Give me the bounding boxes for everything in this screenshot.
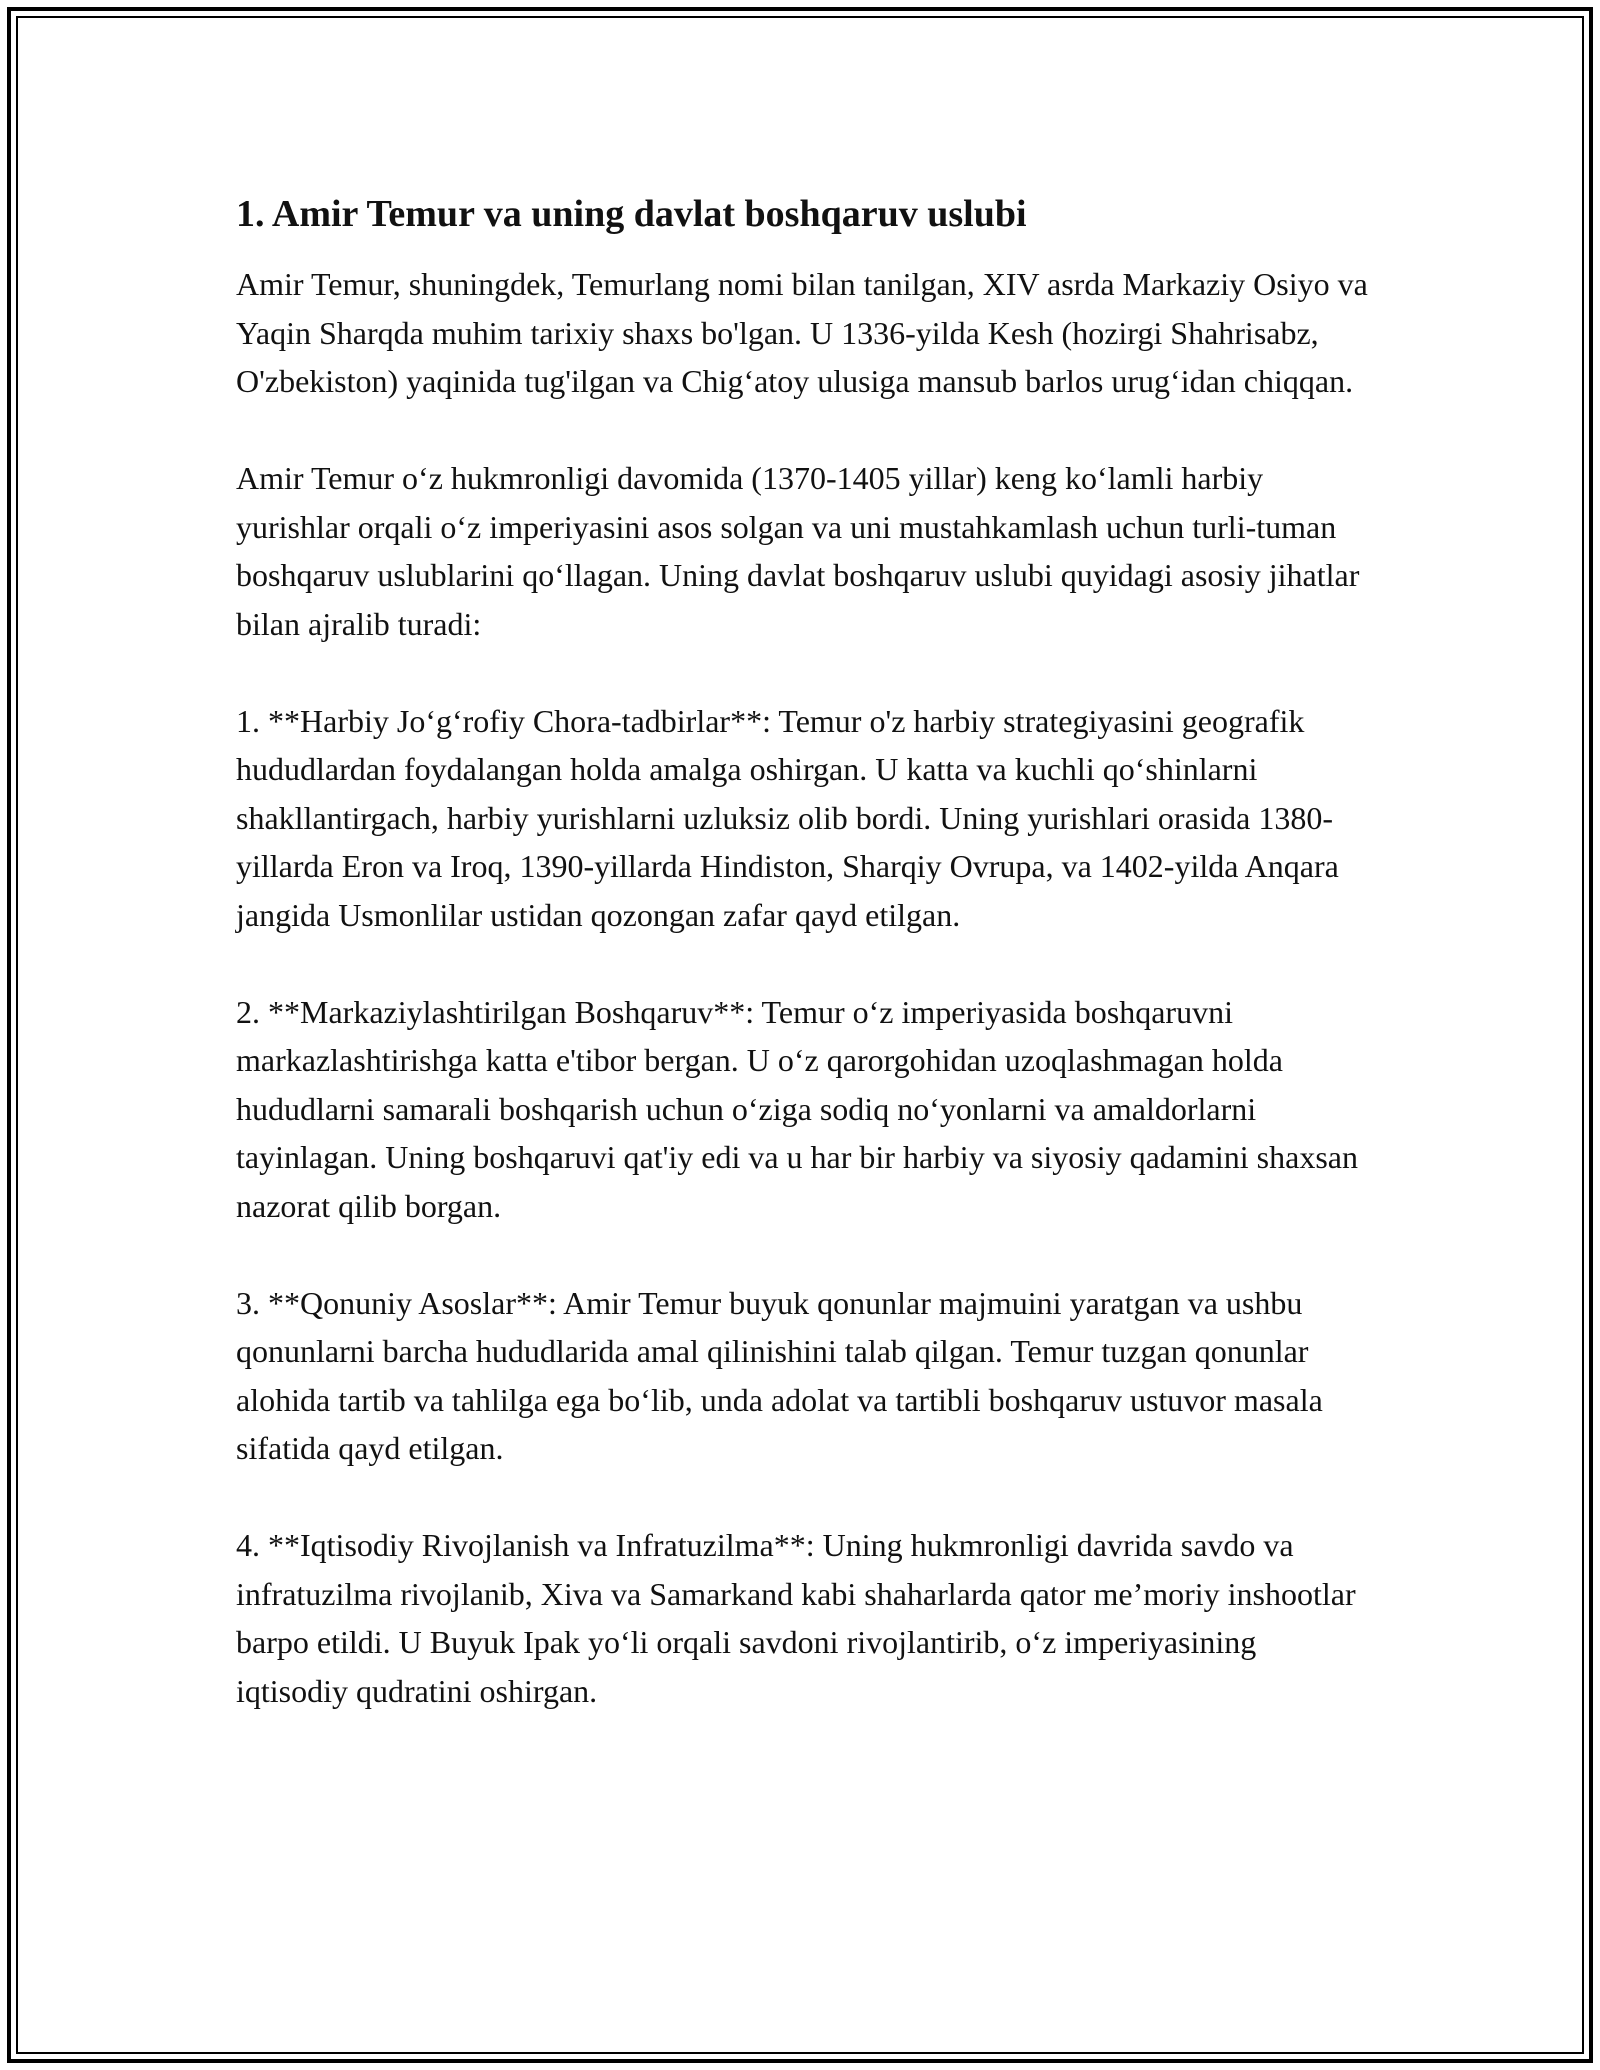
- document-title: 1. Amir Temur va uning davlat boshqaruv uslubi: [236, 193, 1027, 235]
- paragraph-point-1: 1. **Harbiy Jo‘g‘rofiy Chora-tadbirlar**: Temur o'z harbiy strategiyasini geografik hududlardan foydalangan holda amalga oshirgan. U katta va kuchli qo‘shinlarni shakllantirgach, harbiy yurishlarni uzluksiz olib bordi. Uning yurishlari orasida 1380-yillarda Eron va Iroq, 1390-yillarda Hindiston, Sharqiy Ovrupa, va 1402-yilda Anqara jangida Usmonlilar ustidan qozongan zafar qayd etilgan.: [236, 702, 1339, 933]
- paragraph-point-4: 4. **Iqtisodiy Rivojlanish va Infratuzilma**: Uning hukmronligi davrida savdo va infratuzilma rivojlanib, Xiva va Samarkand kabi shaharlarda qator me’moriy inshootlar barpo etildi. U Buyuk Ipak yo‘li orqali savdoni rivojlantirib, o‘z imperiyasining iqtisodiy qudratini oshirgan.: [236, 1527, 1356, 1709]
- paragraph-overview: Amir Temur o‘z hukmronligi davomida (1370-1405 yillar) keng ko‘lamli harbiy yurishlar orqali o‘z imperiyasini asos solgan va uni mustahkamlash uchun turli-tuman boshqaruv uslublarini qo‘llagan. Uning davlat boshqaruv uslubi quyidagi asosiy jihatlar bilan ajralib turadi:: [236, 460, 1360, 642]
- document-body: [236, 190, 1376, 1715]
- paragraph-point-3: 3. **Qonuniy Asoslar**: Amir Temur buyuk qonunlar majmuini yaratgan va ushbu qonunlarni barcha hududlarida amal qilinishini talab qilgan. Temur tuzgan qonunlar alohida tartib va tahlilga ega bo‘lib, unda adolat va tartibli boshqaruv ustuvor masala sifatida qayd etilgan.: [236, 1284, 1323, 1466]
- paragraph-point-2: 2. **Markaziylashtirilgan Boshqaruv**: Temur o‘z imperiyasida boshqaruvni markazlashtirishga katta e'tibor bergan. U o‘z qarorgohidan uzoqlashmagan holda hududlarni samarali boshqarish uchun o‘ziga sodiq no‘yonlarni va amaldorlarni tayinlagan. Uning boshqaruvi qat'iy edi va u har bir harbiy va siyosiy qadamini shaxsan nazorat qilib borgan.: [236, 993, 1358, 1224]
- paragraph-intro: Amir Temur, shuningdek, Temurlang nomi bilan tanilgan, XIV asrda Markaziy Osiyo va Yaqin Sharqda muhim tarixiy shaxs bo'lgan. U 1336-yilda Kesh (hozirgi Shahrisabz, O'zbekiston) yaqinida tug'ilgan va Chig‘atoy ulusiga mansub barlos urug‘idan chiqqan.: [236, 266, 1368, 399]
